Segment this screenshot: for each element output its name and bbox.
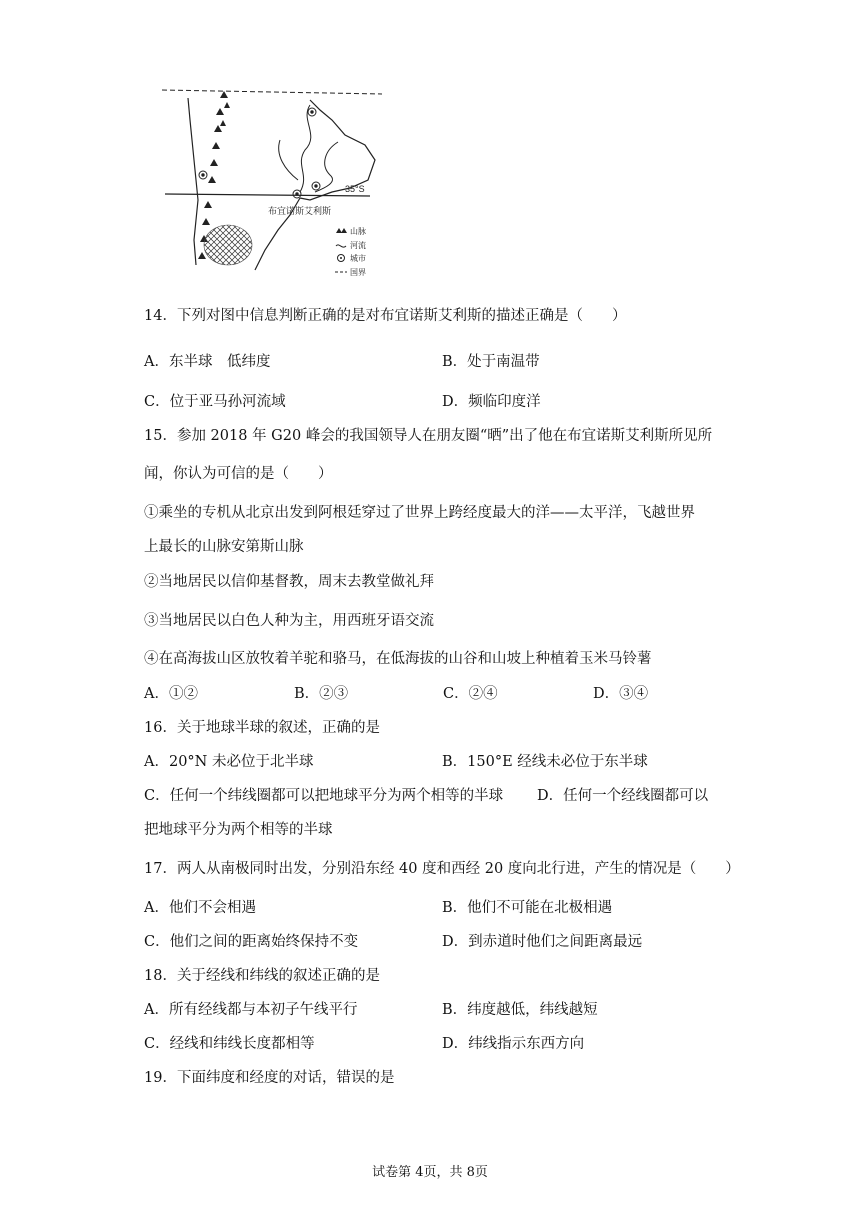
river-line xyxy=(300,105,311,192)
q15-option-c: C．②④ xyxy=(443,686,498,702)
q17-stem: 17．两人从南极同时出发，分别沿东经 40 度和西经 20 度向北行进，产生的情况是（ ） xyxy=(144,861,740,877)
q17-option-a: A．他们不会相遇 xyxy=(144,900,256,916)
q19-stem: 19．下面纬度和经度的对话，错误的是 xyxy=(144,1070,395,1086)
west-coast-line xyxy=(188,98,198,265)
q14-option-d: D．频临印度洋 xyxy=(442,394,541,410)
city-markers xyxy=(199,108,320,198)
river-line-3 xyxy=(279,140,298,180)
q17-option-b: B．他们不可能在北极相遇 xyxy=(442,900,613,916)
q15-statement-4: ④在高海拔山区放牧着羊驼和骆马，在低海拔的山谷和山坡上种植着玉米马铃薯 xyxy=(144,651,652,667)
q18-option-d: D．纬线指示东西方向 xyxy=(442,1036,585,1052)
map-legend xyxy=(335,226,366,277)
city-label: 布宜诺斯艾利斯 xyxy=(268,207,332,217)
q15-option-d: D．③④ xyxy=(593,686,649,702)
q15-option-b: B．②③ xyxy=(294,686,349,702)
q15-stem-line1: 15．参加 2018 年 G20 峰会的我国领导人在朋友圈“晒”出了他在布宜诺斯艾利斯所见所 xyxy=(144,428,713,444)
q16-option-d-line2: 把地球平分为两个相等的半球 xyxy=(144,822,333,838)
q14-option-b: B．处于南温带 xyxy=(442,354,540,370)
q14-stem: 14．下列对图中信息判断正确的是对布宜诺斯艾利斯的描述正确是（ ） xyxy=(144,308,627,324)
q17-option-d: D．到赤道时他们之间距离最远 xyxy=(442,934,643,950)
q15-statement-2: ②当地居民以信仰基督教，周末去教堂做礼拜 xyxy=(144,574,434,590)
q14-option-c: C．位于亚马孙河流域 xyxy=(144,394,286,410)
argentina-map-figure xyxy=(160,80,385,280)
q16-option-a: A．20°N 未必位于北半球 xyxy=(144,754,314,770)
q18-stem: 18．关于经线和纬线的叙述正确的是 xyxy=(144,968,380,984)
legend-label-river: 河流 xyxy=(350,241,366,250)
page-footer: 试卷第 4页，共 8页 xyxy=(372,1165,488,1180)
q16-stem: 16．关于地球半球的叙述，正确的是 xyxy=(144,720,380,736)
q15-option-a: A．①② xyxy=(144,686,198,702)
q16-option-b: B．150°E 经线未必位于东半球 xyxy=(442,754,648,770)
q15-stem-line2: 闻，你认为可信的是（ ） xyxy=(144,466,333,482)
q15-statement-1a: ①乘坐的专机从北京出发到阿根廷穿过了世界上跨经度最大的洋——太平洋，飞越世界 xyxy=(144,505,695,521)
q17-option-c: C．他们之间的距离始终保持不变 xyxy=(144,934,359,950)
river-icon xyxy=(336,245,346,247)
q16-option-d-line1: D．任何一个经线圈都可以 xyxy=(537,788,709,804)
q15-statement-3: ③当地居民以白色人种为主，用西班牙语交流 xyxy=(144,613,434,629)
mountain-icon xyxy=(336,228,347,233)
latitude-35s-line xyxy=(165,194,370,196)
q18-option-a: A．所有经线都与本初子午线平行 xyxy=(144,1002,358,1018)
river-line-2 xyxy=(315,142,338,192)
q16-option-c: C．任何一个纬线圈都可以把地球平分为两个相等的半球 xyxy=(144,788,504,804)
top-dashed-line xyxy=(162,90,382,94)
map-svg xyxy=(160,80,385,280)
q14-option-a: A．东半球 低纬度 xyxy=(144,354,271,370)
hatched-region xyxy=(204,225,252,265)
q18-option-c: C．经线和纬线长度都相等 xyxy=(144,1036,315,1052)
q18-option-b: B．纬度越低，纬线越短 xyxy=(442,1002,598,1018)
legend-label-border: 国界 xyxy=(350,268,366,277)
legend-label-city: 城市 xyxy=(350,254,366,263)
lat-label: 35°S xyxy=(345,184,365,194)
q15-statement-1b: 上最长的山脉安第斯山脉 xyxy=(144,539,304,555)
legend-label-mountain: 山脉 xyxy=(350,227,366,236)
